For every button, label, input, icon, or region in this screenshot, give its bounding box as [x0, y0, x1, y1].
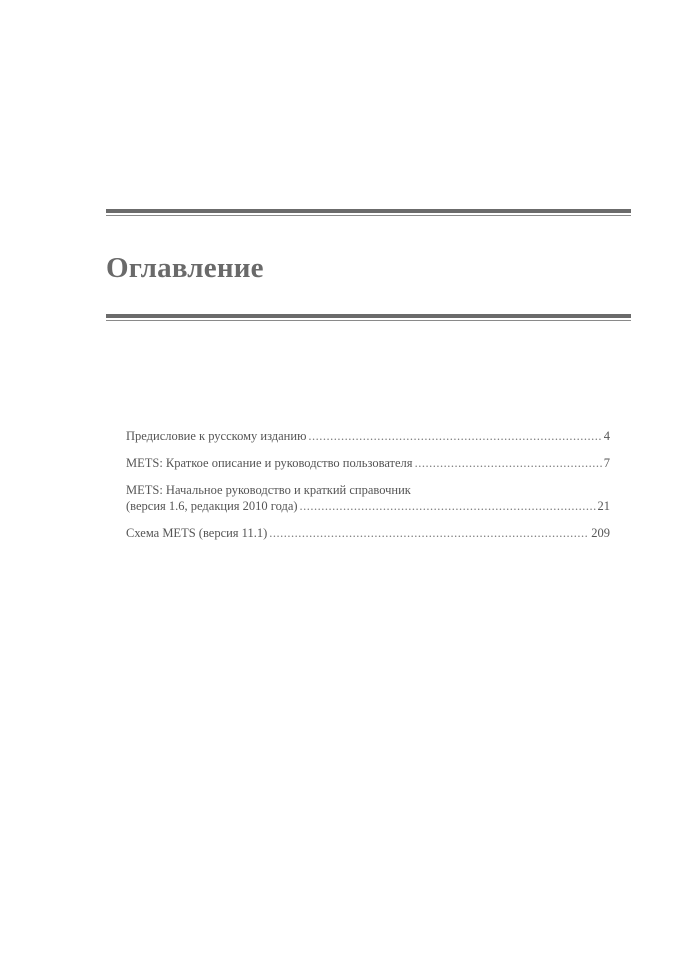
toc-entry-mets-overview[interactable]: [126, 455, 610, 471]
toc-entry-preface[interactable]: [126, 428, 610, 444]
toc-leader-dots: [300, 498, 596, 514]
page-title: Оглавление: [106, 252, 264, 284]
toc-entry-title: Предисловие к русскому изданию: [126, 429, 307, 443]
toc-page-number: 21: [597, 499, 610, 513]
toc-entry-title-continued: (версия 1.6, редакция 2010 года): [126, 499, 298, 513]
top-double-rule: [106, 209, 631, 216]
top-rule-thick: [106, 209, 631, 213]
toc-entry-title: Схема METS (версия 11.1): [126, 526, 268, 540]
toc-entry-title: METS: Начальное руководство и краткий справочник: [126, 483, 411, 497]
toc-leader-dots: [308, 428, 601, 444]
table-of-contents: [126, 428, 610, 552]
toc-page-number: 209: [591, 526, 610, 540]
toc-page-number: 7: [603, 456, 610, 470]
toc-entry-mets-primer[interactable]: [126, 482, 610, 514]
toc-leader-dots: [269, 525, 589, 541]
toc-page-number: 4: [603, 429, 610, 443]
top-rule-thin: [106, 215, 631, 216]
bottom-rule-thick: [106, 314, 631, 318]
bottom-double-rule: [106, 314, 631, 321]
toc-leader-dots: [415, 455, 602, 471]
bottom-rule-thin: [106, 320, 631, 321]
toc-entry-mets-schema[interactable]: [126, 525, 610, 541]
toc-entry-title: METS: Краткое описание и руководство пользователя: [126, 456, 413, 470]
